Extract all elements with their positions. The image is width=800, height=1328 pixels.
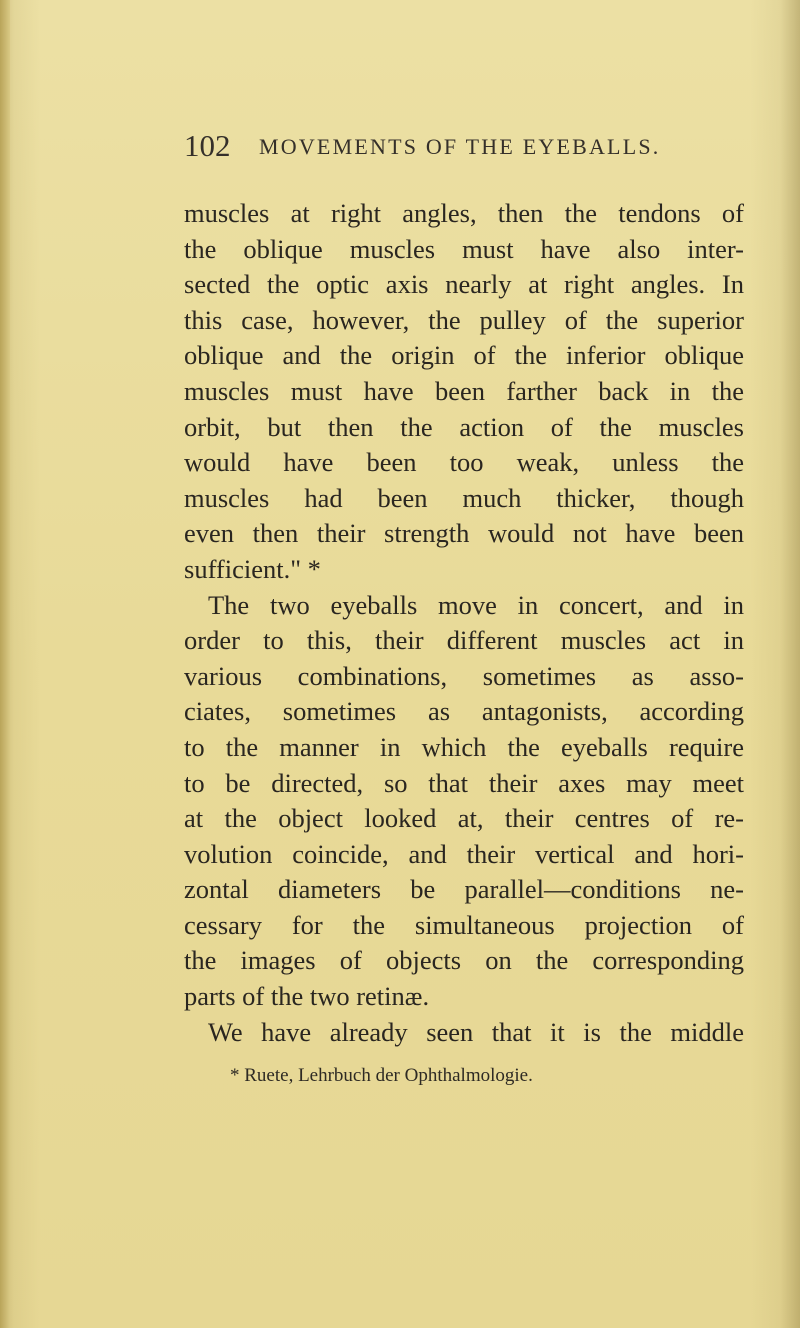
body-text — [184, 196, 744, 1050]
text-line: this case, however, the pulley of the superior — [184, 304, 744, 335]
text-line: muscles must have been farther back in the — [184, 375, 744, 406]
page-number: 102 — [184, 128, 231, 163]
page-header — [0, 128, 800, 168]
text-line: various combinations, sometimes as asso- — [184, 660, 744, 691]
text-line: order to this, their different muscles act in — [184, 625, 744, 656]
footnote: * Ruete, Lehrbuch der Ophthalmologie. — [230, 1065, 533, 1086]
text-line: at the object looked at, their centres of re- — [184, 803, 744, 834]
text-line: the oblique muscles must have also inter- — [184, 233, 744, 264]
running-head: MOVEMENTS OF THE EYEBALLS. — [259, 134, 661, 159]
text-line: the images of objects on the corresponding — [184, 945, 744, 976]
text-line: orbit, but then the action of the muscles — [184, 411, 744, 442]
text-line: would have been too weak, unless the — [184, 447, 744, 478]
text-line: sufficient." * — [184, 553, 321, 584]
text-line: to the manner in which the eyeballs require — [184, 731, 744, 762]
text-line: ciates, sometimes as antagonists, according — [184, 696, 744, 727]
text-line: cessary for the simultaneous projection of — [184, 909, 744, 940]
page-spine-edge — [0, 0, 10, 1328]
text-line: sected the optic axis nearly at right angles. In — [184, 269, 744, 300]
text-line: even then their strength would not have been — [184, 518, 744, 549]
text-line: parts of the two retinæ. — [184, 981, 430, 1012]
text-line: volution coincide, and their vertical and hori- — [184, 838, 744, 869]
text-line: We have already seen that it is the middle — [208, 1016, 744, 1047]
text-line: muscles at right angles, then the tendons of — [184, 198, 744, 228]
text-line: oblique and the origin of the inferior oblique — [184, 340, 744, 371]
text-line: muscles had been much thicker, though — [184, 482, 744, 513]
text-line: to be directed, so that their axes may meet — [184, 767, 744, 798]
text-line: The two eyeballs move in concert, and in — [208, 589, 744, 620]
text-line: zontal diameters be parallel—conditions ne- — [184, 874, 744, 905]
